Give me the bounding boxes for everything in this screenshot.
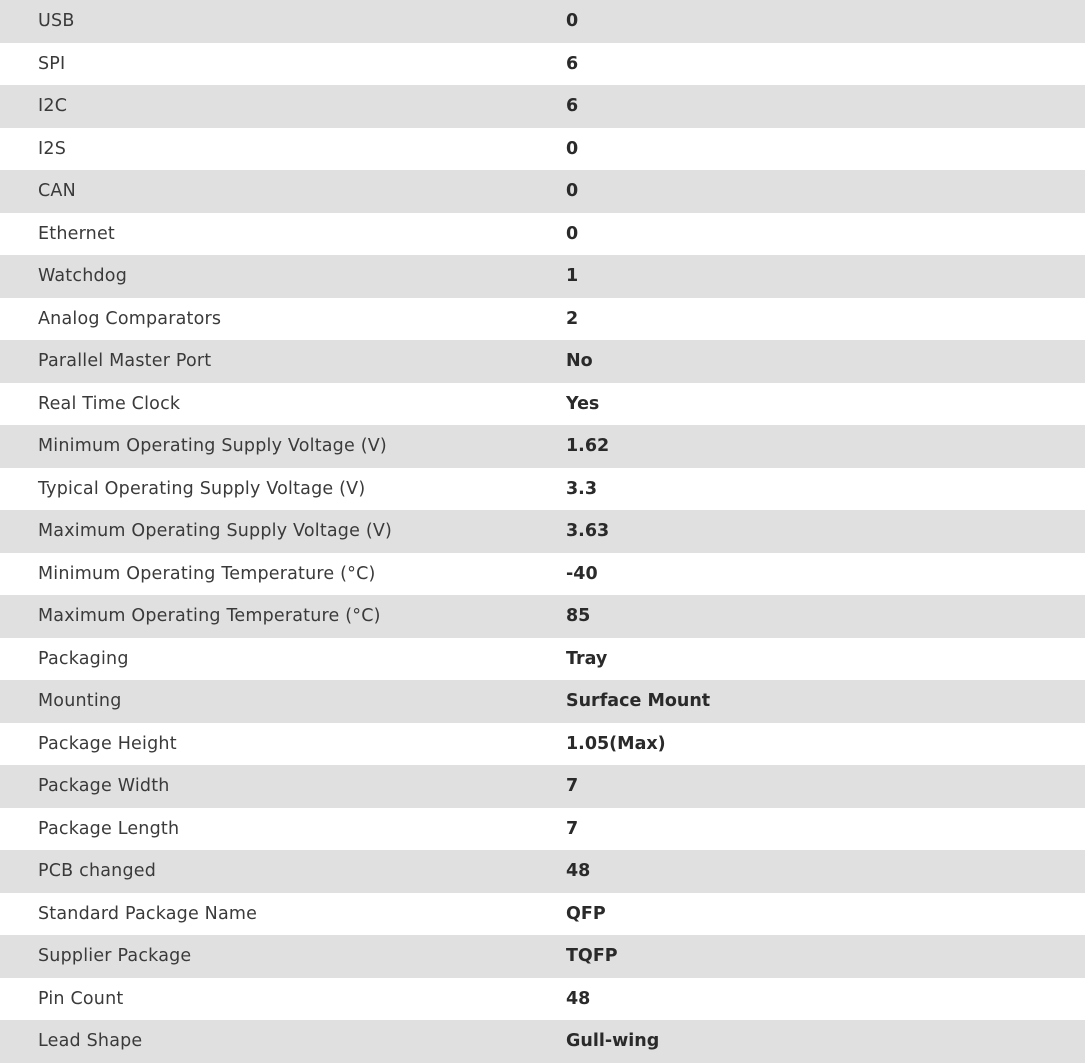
spec-label: Ethernet <box>38 223 115 244</box>
spec-label: I2S <box>38 138 67 159</box>
spec-value: Gull-wing <box>566 1031 660 1052</box>
spec-label: CAN <box>38 181 76 202</box>
spec-value: 0 <box>566 138 579 159</box>
spec-label: Package Height <box>38 733 177 754</box>
spec-row <box>0 978 1085 1021</box>
spec-row <box>0 0 1085 43</box>
spec-row <box>0 425 1085 468</box>
spec-label: Pin Count <box>38 988 124 1009</box>
spec-row <box>0 553 1085 596</box>
spec-label: Supplier Package <box>38 946 192 967</box>
spec-label: Packaging <box>38 648 129 669</box>
spec-label: Analog Comparators <box>38 308 222 329</box>
spec-value: 1.05(Max) <box>566 733 666 754</box>
spec-value: TQFP <box>566 946 618 967</box>
spec-row <box>0 595 1085 638</box>
spec-label: Package Width <box>38 776 170 797</box>
spec-label: USB <box>38 11 75 32</box>
spec-value: 0 <box>566 11 579 32</box>
spec-label: Standard Package Name <box>38 903 258 924</box>
spec-value: No <box>566 351 593 372</box>
spec-value: 1 <box>566 266 579 287</box>
spec-row <box>0 935 1085 978</box>
spec-value: 3.63 <box>566 521 610 542</box>
spec-label: Minimum Operating Temperature (°C) <box>38 563 376 584</box>
spec-row <box>0 893 1085 936</box>
spec-label: PCB changed <box>38 861 157 882</box>
spec-value: 2 <box>566 308 579 329</box>
spec-value: Surface Mount <box>566 691 711 712</box>
spec-value: 7 <box>566 776 579 797</box>
spec-value: 85 <box>566 606 591 627</box>
spec-label: Typical Operating Supply Voltage (V) <box>38 478 366 499</box>
spec-label: Real Time Clock <box>38 393 181 414</box>
spec-row <box>0 808 1085 851</box>
spec-value: 6 <box>566 53 579 74</box>
spec-row <box>0 383 1085 426</box>
spec-row <box>0 255 1085 298</box>
spec-row <box>0 85 1085 128</box>
spec-value: 1.62 <box>566 436 610 457</box>
spec-row <box>0 340 1085 383</box>
spec-row <box>0 723 1085 766</box>
spec-value: 48 <box>566 861 591 882</box>
spec-row <box>0 1020 1085 1063</box>
spec-label: I2C <box>38 96 68 117</box>
spec-row <box>0 850 1085 893</box>
spec-label: Maximum Operating Temperature (°C) <box>38 606 381 627</box>
spec-row <box>0 298 1085 341</box>
spec-value: 6 <box>566 96 579 117</box>
spec-row <box>0 213 1085 256</box>
spec-row <box>0 468 1085 511</box>
spec-label: Minimum Operating Supply Voltage (V) <box>38 436 387 457</box>
spec-row <box>0 765 1085 808</box>
spec-row <box>0 680 1085 723</box>
spec-label: Mounting <box>38 691 122 712</box>
spec-value: -40 <box>566 563 598 584</box>
spec-value: QFP <box>566 903 606 924</box>
spec-label: SPI <box>38 53 66 74</box>
spec-value: 7 <box>566 818 579 839</box>
spec-value: 0 <box>566 223 579 244</box>
spec-value: 48 <box>566 988 591 1009</box>
spec-row <box>0 170 1085 213</box>
spec-row <box>0 638 1085 681</box>
spec-label: Maximum Operating Supply Voltage (V) <box>38 521 393 542</box>
spec-value: 3.3 <box>566 478 598 499</box>
spec-label: Watchdog <box>38 266 128 287</box>
spec-value: Yes <box>566 393 600 414</box>
spec-label: Package Length <box>38 818 180 839</box>
spec-value: 0 <box>566 181 579 202</box>
spec-row <box>0 43 1085 86</box>
spec-label: Parallel Master Port <box>38 351 212 372</box>
spec-row <box>0 510 1085 553</box>
spec-row <box>0 128 1085 171</box>
spec-value: Tray <box>566 648 608 669</box>
spec-label: Lead Shape <box>38 1031 143 1052</box>
